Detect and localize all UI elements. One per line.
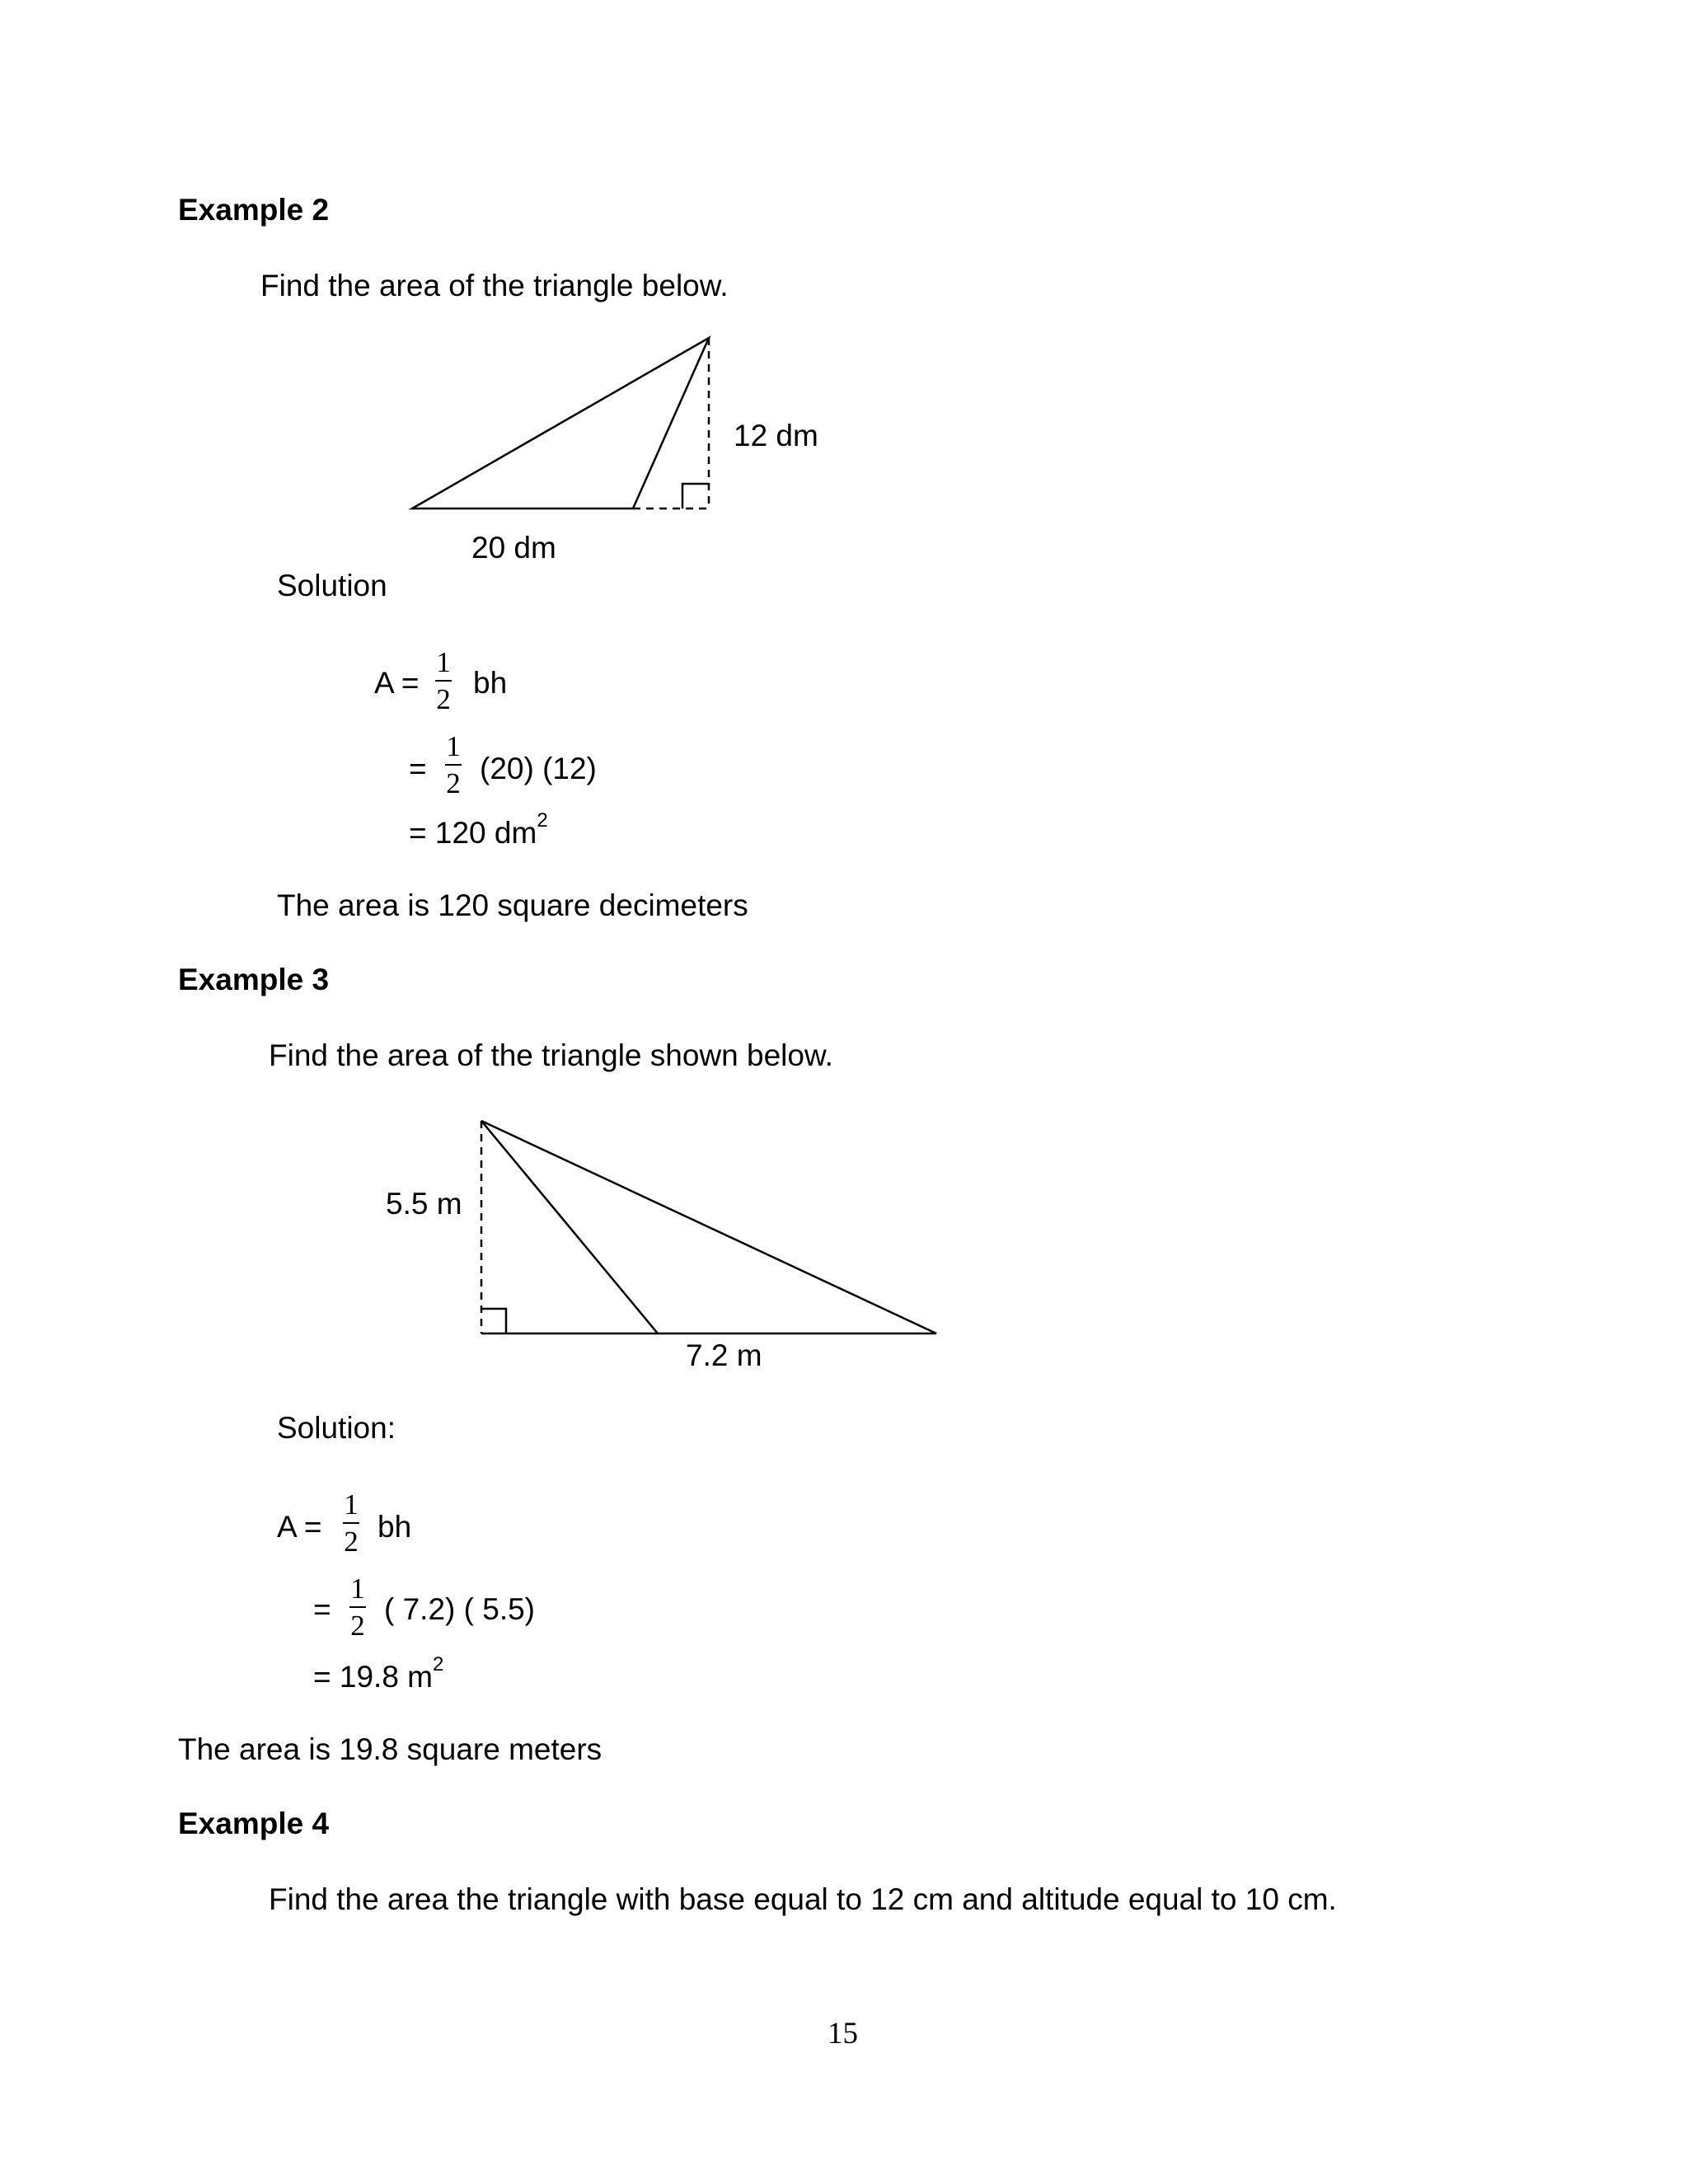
example-4-prompt: Find the area the triangle with base equal to 12 cm and altitude equal to 10 cm. [269,1882,1337,1916]
example-2-height-label: 12 dm [734,419,818,452]
example-3-result [313,1653,444,1694]
example-3-base-label: 7.2 m [686,1338,762,1372]
example-3-conclusion: The area is 19.8 square meters [178,1732,603,1766]
example-3-right-angle-mark [481,1309,506,1333]
example-4-heading: Example 4 [178,1807,330,1840]
example-3-solution-label: Solution: [277,1411,396,1445]
example-3-height-label: 5.5 m [386,1187,462,1221]
page-number: 15 [828,2017,858,2050]
example-3-result-exponent: 2 [433,1653,444,1675]
fraction-bar [349,1606,366,1608]
example-2-result-exponent: 2 [537,809,548,832]
fraction-denominator: 2 [436,683,451,715]
fraction-numerator: 1 [446,730,461,762]
example-3-fraction-2 [349,1574,366,1640]
example-3-fraction [343,1490,359,1556]
example-2-formula-lhs: A = [374,666,420,700]
example-3-result-value: = 19.8 m [313,1660,434,1694]
fraction-denominator: 2 [350,1610,365,1642]
fraction-denominator: 2 [446,767,461,799]
example-2-substitution: (20) (12) [480,752,597,785]
fraction-numerator: 1 [350,1572,365,1605]
example-2-solution-label: Solution [277,569,387,602]
example-2-formula-rhs: bh [473,666,508,700]
example-3-triangle [481,1121,936,1333]
example-3-formula-rhs: bh [377,1510,412,1544]
example-2-prompt: Find the area of the triangle below. [260,269,729,302]
example-3-equals: = [313,1592,331,1626]
example-2-base-label: 20 dm [471,531,556,565]
example-3-heading: Example 3 [178,963,330,996]
example-2-heading: Example 2 [178,193,330,227]
fraction-numerator: 1 [436,646,451,678]
example-3-formula-lhs: A = [277,1510,322,1544]
example-2-result-value: = 120 dm [409,816,537,850]
fraction-bar [343,1522,359,1524]
fraction-denominator: 2 [344,1526,359,1558]
example-3-prompt: Find the area of the triangle shown below. [269,1038,833,1072]
example-2-conclusion: The area is 120 square decimeters [277,888,748,922]
example-2-equals: = [409,752,427,785]
example-3-substitution: ( 7.2) ( 5.5) [384,1592,535,1626]
fraction-numerator: 1 [344,1488,359,1521]
